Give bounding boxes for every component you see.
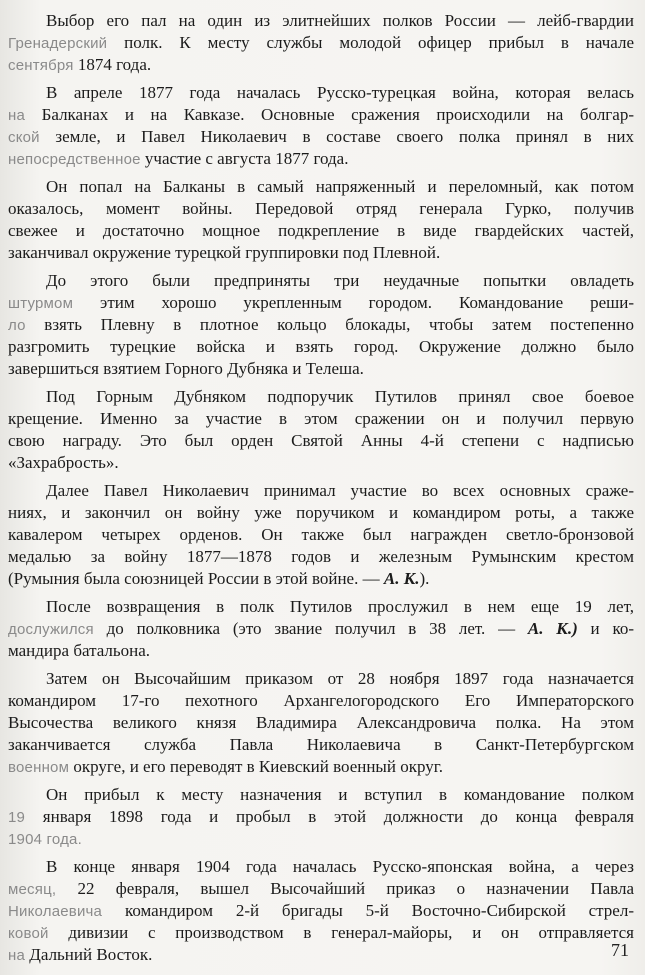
text-line <box>8 220 634 242</box>
text-line <box>8 690 634 712</box>
text-line <box>8 784 634 806</box>
text-line <box>8 54 634 76</box>
line-text: Балканах и на Кавказе. Основные сражения происходили на болгар- <box>25 105 634 124</box>
paragraph <box>8 10 634 76</box>
margin-word: месяц, <box>8 881 57 898</box>
line-text: командиром 17-го пехотного Архангелогородского Его Императорского <box>8 691 634 710</box>
line-text: заканчивается служба Павла Николаевича в Санкт-Петербургском <box>8 735 634 754</box>
line-text: Под Горным Дубняком подпоручик Путилов принял свое боевое <box>46 387 634 406</box>
line-text: Выбор его пал на один из элитнейших полков России — лейб-гвардии <box>46 11 634 30</box>
text-line <box>8 452 634 474</box>
line-text: до полковника (это звание получил в 38 лет. — <box>93 619 528 638</box>
paragraph <box>8 856 634 966</box>
margin-word: ской <box>8 129 40 146</box>
line-text: После возвращения в полк Путилов прослужил в нем еще 19 лет, <box>46 597 634 616</box>
text-line <box>8 386 634 408</box>
text-line <box>8 944 634 966</box>
line-text: (Румыния была союзницей России в этой войне. — <box>8 569 384 588</box>
margin-word: Николаевича <box>8 903 103 920</box>
text-line <box>8 358 634 380</box>
text-line <box>8 270 634 292</box>
line-text: заканчивал окружение турецкой группировки под Плевной. <box>8 243 441 262</box>
text-line <box>8 32 634 54</box>
paragraph <box>8 82 634 170</box>
line-text: кавалером четырех орденов. Он также был награжден светло-бронзовой <box>8 525 634 544</box>
text-line <box>8 900 634 922</box>
line-text: До этого были предприняты три неудачные попытки овладеть <box>46 271 634 290</box>
margin-word: военном <box>8 759 70 776</box>
text-line <box>8 596 634 618</box>
paragraph <box>8 596 634 662</box>
margin-word: ковой <box>8 925 49 942</box>
line-text: 22 февраля, вышел Высочайший приказ о назначении Павла <box>56 879 634 898</box>
margin-word: дослужился <box>8 621 94 638</box>
text-line <box>8 568 634 590</box>
text-line <box>8 430 634 452</box>
text-line <box>8 756 634 778</box>
text-line <box>8 922 634 944</box>
line-text-after: и ко- <box>577 619 634 638</box>
line-text: Высочества великого князя Владимира Александровича полка. На этом <box>8 713 634 732</box>
line-text: Затем он Высочайшим приказом от 28 ноября 1897 года назначается <box>46 669 634 688</box>
paragraph <box>8 784 634 850</box>
line-text: земле, и Павел Николаевич в составе своего полка принял в них <box>39 127 634 146</box>
paragraph <box>8 176 634 264</box>
text-line <box>8 806 634 828</box>
line-text: свою награду. Это был орден Святой Анны 4-й степени с надписью <box>8 431 634 450</box>
text-line <box>8 292 634 314</box>
margin-word: Гренадерский <box>8 35 108 52</box>
line-text: января 1898 года и пробыл в этой должности до конца февраля <box>25 807 634 826</box>
text-line <box>8 712 634 734</box>
line-text: медалью за войну 1877—1878 годов и железным Румынским крестом <box>8 547 634 566</box>
text-line <box>8 314 634 336</box>
margin-word: на <box>8 107 26 124</box>
margin-word: ло <box>8 317 26 334</box>
line-text: Дальний Восток. <box>25 945 153 964</box>
text-line <box>8 828 634 850</box>
margin-word: непосредственное <box>8 151 141 168</box>
line-text: завершиться взятием Горного Дубняка и Телеша. <box>8 359 364 378</box>
text-line <box>8 198 634 220</box>
author-initials: А. К.) <box>527 619 578 638</box>
line-text: 1874 года. <box>73 55 152 74</box>
margin-word: сентября <box>8 57 74 74</box>
line-text: округе, и его переводят в Киевский военный округ. <box>69 757 444 776</box>
line-text: участие с августа 1877 года. <box>140 149 349 168</box>
line-text: оказалось, момент войны. Передовой отряд генерала Гурко, получив <box>8 199 634 218</box>
margin-word: штурмом <box>8 295 74 312</box>
paragraph <box>8 480 634 590</box>
text-line <box>8 104 634 126</box>
line-text: «Захрабрость». <box>8 453 119 472</box>
text-line <box>8 82 634 104</box>
line-text: Он прибыл к месту назначения и вступил в командование полком <box>46 785 634 804</box>
margin-word: на <box>8 947 26 964</box>
line-text: крещение. Именно за участие в этом сражении он и получил первую <box>8 409 634 428</box>
line-text: командиром 2-й бригады 5-й Восточно-Сибирской стрел- <box>102 901 634 920</box>
line-text: дивизии с производством в генерал-майоры, и он отправляется <box>48 923 634 942</box>
text-line <box>8 640 634 662</box>
text-line <box>8 148 634 170</box>
text-line <box>8 480 634 502</box>
margin-word: 1904 года. <box>8 831 82 848</box>
page-number: 71 <box>611 940 629 960</box>
line-text: Далее Павел Николаевич принимал участие во всех основных сраже- <box>46 481 634 500</box>
text-line <box>8 856 634 878</box>
margin-word: 19 <box>8 809 26 826</box>
paragraph <box>8 270 634 380</box>
line-text: Он попал на Балканы в самый напряженный и переломный, как потом <box>46 177 634 196</box>
line-text: ниях, и закончил он войну уже поручиком и командиром роты, а также <box>8 503 634 522</box>
line-text: свежее и достаточно мощное подкрепление в виде гвардейских частей, <box>8 221 634 240</box>
text-line <box>8 524 634 546</box>
text-line <box>8 546 634 568</box>
text-line <box>8 176 634 198</box>
author-initials: А. К. <box>383 569 420 588</box>
paragraph <box>8 668 634 778</box>
paragraph <box>8 386 634 474</box>
line-text: В апреле 1877 года началась Русско-турецкая война, которая велась <box>46 83 634 102</box>
line-text: этим хорошо укрепленным городом. Командование реши- <box>73 293 634 312</box>
text-line <box>8 618 634 640</box>
line-text: разгромить турецкие войска и взять город. Окружение должно было <box>8 337 634 356</box>
line-text: В конце января 1904 года началась Русско-японская война, а через <box>46 857 634 876</box>
text-line <box>8 668 634 690</box>
text-line <box>8 336 634 358</box>
text-line <box>8 734 634 756</box>
text-line <box>8 242 634 264</box>
line-text: полк. К месту службы молодой офицер прибыл в начале <box>107 33 634 52</box>
text-line <box>8 878 634 900</box>
line-text: взять Плевну в плотное кольцо блокады, чтобы затем постепенно <box>25 315 634 334</box>
text-line <box>8 10 634 32</box>
text-line <box>8 408 634 430</box>
line-text-after: ). <box>419 569 430 588</box>
text-line <box>8 502 634 524</box>
text-line <box>8 126 634 148</box>
line-text: мандира батальона. <box>8 641 151 660</box>
text-column <box>8 10 634 972</box>
